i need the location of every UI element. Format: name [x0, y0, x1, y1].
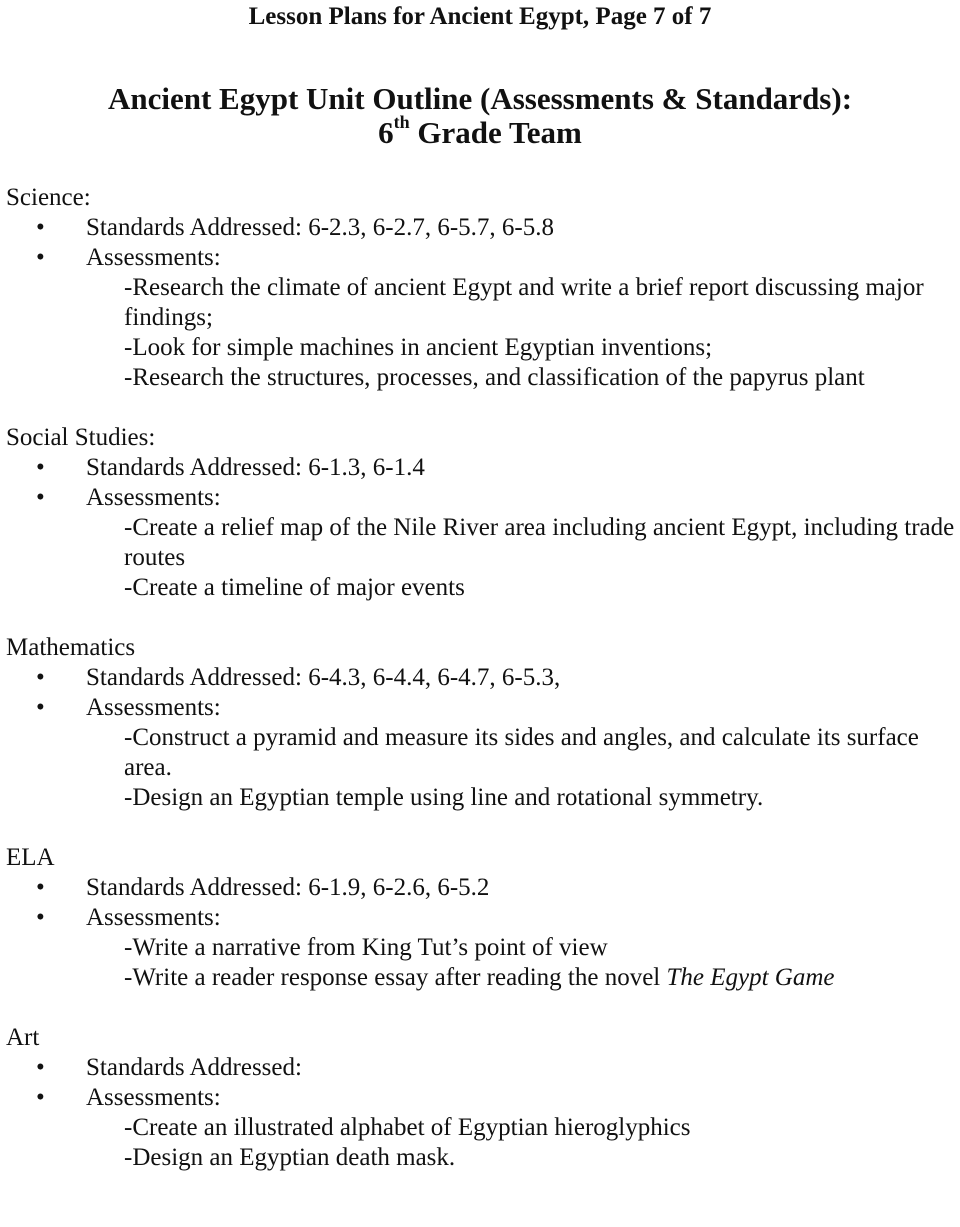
bullet-icon: •: [36, 484, 45, 511]
section-art: [6, 1023, 956, 1173]
art-bullets: [6, 1053, 956, 1113]
science-heading: Science:: [6, 184, 91, 211]
ela-assessment-items: [6, 933, 956, 993]
mathematics-heading: Mathematics: [6, 634, 136, 661]
science-item-2: -Look for simple machines in ancient Egyptian inventions;: [124, 334, 713, 361]
art-assessment-items: [6, 1113, 956, 1173]
science-assessments: [36, 243, 956, 273]
mathematics-assessments: [36, 693, 956, 723]
ela-item-2: [124, 963, 956, 993]
social-studies-item-2: -Create a timeline of major events: [124, 574, 465, 601]
science-standards-text: Standards Addressed: 6-2.3, 6-2.7, 6-5.7, 6-5.8: [86, 214, 554, 241]
section-ela: [6, 843, 956, 993]
mathematics-standards-text: Standards Addressed: 6-4.3, 6-4.4, 6-4.7, 6-5.3,: [86, 664, 561, 691]
social-studies-assessments: [36, 483, 956, 513]
title-grade-number: 6: [378, 115, 394, 150]
science-assessments-label: Assessments:: [86, 244, 221, 271]
bullet-icon: •: [36, 904, 45, 931]
ela-assessments: [36, 903, 956, 933]
mathematics-item-1: -Construct a pyramid and measure its sides and angles, and calculate its surface area.: [124, 724, 919, 781]
science-item-3: -Research the structures, processes, and classification of the papyrus plant: [124, 364, 865, 391]
science-standards: [36, 213, 956, 243]
science-item-1: -Research the climate of ancient Egypt and write a brief report discussing major findings;: [124, 274, 924, 331]
bullet-icon: •: [36, 1084, 45, 1111]
ela-novel-title: The Egypt Game: [666, 964, 835, 991]
title-line-1: Ancient Egypt Unit Outline (Assessments & Standards):: [107, 81, 853, 116]
title-grade-rest: Grade Team: [409, 115, 582, 150]
art-assessments: [36, 1083, 956, 1113]
title-grade-suffix: th: [393, 111, 410, 132]
bullet-icon: •: [36, 244, 45, 271]
bullet-icon: •: [36, 1054, 45, 1081]
section-social-studies: [6, 423, 956, 603]
mathematics-item-2: -Design an Egyptian temple using line and rotational symmetry.: [124, 784, 764, 811]
section-science: [6, 183, 956, 393]
social-studies-assessments-label: Assessments:: [86, 484, 221, 511]
document-title: [0, 82, 960, 150]
social-studies-item-1: -Create a relief map of the Nile River area including ancient Egypt, including trade routes: [124, 514, 955, 571]
page-header: Lesson Plans for Ancient Egypt, Page 7 of 7: [248, 3, 712, 30]
ela-item-1: -Write a narrative from King Tut’s point of view: [124, 934, 608, 961]
document-body: [6, 183, 956, 1173]
social-studies-bullets: [6, 453, 956, 513]
title-line-2: [0, 111, 960, 150]
science-bullets: [6, 213, 956, 273]
ela-heading: ELA: [6, 844, 55, 871]
mathematics-bullets: [6, 663, 956, 723]
mathematics-assessments-label: Assessments:: [86, 694, 221, 721]
social-studies-standards-text: Standards Addressed: 6-1.3, 6-1.4: [86, 454, 425, 481]
social-studies-heading: Social Studies:: [6, 424, 156, 451]
art-assessments-label: Assessments:: [86, 1084, 221, 1111]
art-item-2: -Design an Egyptian death mask.: [124, 1144, 456, 1171]
ela-standards-text: Standards Addressed: 6-1.9, 6-2.6, 6-5.2: [86, 874, 490, 901]
art-item-1: -Create an illustrated alphabet of Egyptian hieroglyphics: [124, 1114, 691, 1141]
mathematics-standards: [36, 663, 956, 693]
social-studies-assessment-items: [6, 513, 956, 603]
ela-bullets: [6, 873, 956, 933]
section-mathematics: [6, 633, 956, 813]
art-standards: [36, 1053, 956, 1083]
ela-standards: [36, 873, 956, 903]
science-assessment-items: [6, 273, 956, 393]
social-studies-standards: [36, 453, 956, 483]
art-heading: Art: [6, 1024, 40, 1051]
bullet-icon: •: [36, 214, 45, 241]
bullet-icon: •: [36, 664, 45, 691]
ela-item-2-text: -Write a reader response essay after reading the novel: [124, 964, 667, 991]
bullet-icon: •: [36, 874, 45, 901]
bullet-icon: •: [36, 694, 45, 721]
bullet-icon: •: [36, 454, 45, 481]
mathematics-assessment-items: [6, 723, 956, 813]
art-standards-text: Standards Addressed:: [86, 1054, 302, 1081]
ela-assessments-label: Assessments:: [86, 904, 221, 931]
